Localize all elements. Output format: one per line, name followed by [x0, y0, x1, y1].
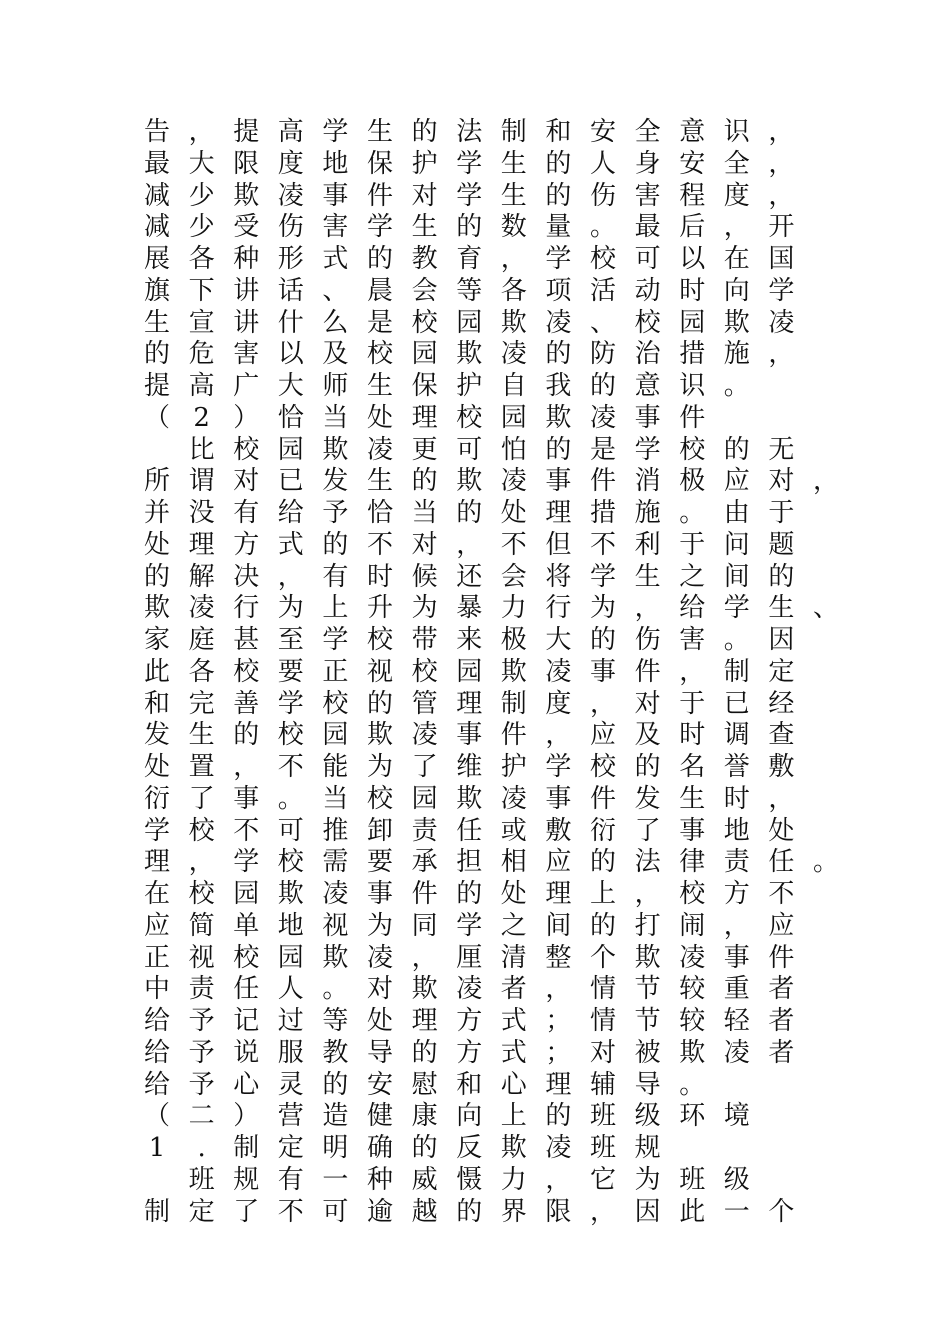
- document-page: 告 ， 提 高 学 生 的 法 制 和 安 全 意 识 ， 最 大 限 度 地 保 护 学 生 的 人 身 安 全 ， 减 少 欺 凌 事 件 对 学 生 的 伤 害 程 度 ， 减 少 受 伤 害 学 生 的 数 量 。 最 后 ， 开 展 各 种 形 式 的 教 育 ， 学 校 可 以 在 国 旗 下 讲 话 、 晨 会 等 各 项 活 动 时 向 学 生 宣 讲 什 么 是 校 园 欺 凌 、 校 园 欺 凌 的 危 害 以 及 校 园 欺 凌 的 防 治 措 施 ， 提 高 广 大 师 生 保 护 自 我 的 意 识 。 （ 2 ） 恰 当 处 理 校 园 欺 凌 事 件 比 校 园 欺 凌 更 可 怕 的 是 学 校 的 无 所 谓 对 已 发 生 的 欺 凌 事 件 消 极 应 对 ， 并 没 有 给 予 恰 当 的 处 理 措 施 。 由 于 处 理 方 式 的 不 对 ， 不 但 不 利 于 问 题 的 解 决 ， 有 时 候 还 会 将 学 生 之 间 的 欺 凌 行 为 上 升 为 暴 力 行 为 ， 给 学 生 、 家 庭 甚 至 学 校 带 来 极 大 的 伤 害 。 因 此 各 校 要 正 视 校 园 欺 凌 事 件 ， 制 定 和 完 善 学 校 的 管 理 制 度 ， 对 于 已 经 发 生 的 校 园 欺 凌 事 件 ， 应 及 时 调 查 处 置 ， 不 能 为 了 维 护 学 校 的 名 誉 敷 衍 了 事 。 当 校 园 欺 凌 事 件 发 生 时 ， 学 校 不 可 推 卸 责 任 或 敷 衍 了 事 地 处 理 ， 学 校 需 要 承 担 相 应 的 法 律 责 任 。 在 校 园 欺 凌 事 件 的 处 理 上 ， 校 方 不 应 简 单 地 视 为 同 学 之 间 的 打 闹 ， 应 正 视 校 园 欺 凌 ， 厘 清 整 个 欺 凌 事 件 中 责 任 人 。 对 欺 凌 者 ， 情 节 较 重 者 给 予 记 过 等 处 理 方 式 ； 情 节 较 轻 者 给 予 说 服 教 导 的 方 式 ； 对 被 欺 凌 者 给 予 心 灵 的 安 慰 和 心 理 辅 导 。 （ 二 ） 营 造 健 康 向 上 的 班 级 环 境 1 . 制 定 明 确 的 反 欺 凌 班 规 班 规 有 一 种 威 慑 力 ， 它 为 班 级 制 定 了 不 可 逾 越 的 界 限 ， 因 此 一 个: [144, 117, 840, 1227]
